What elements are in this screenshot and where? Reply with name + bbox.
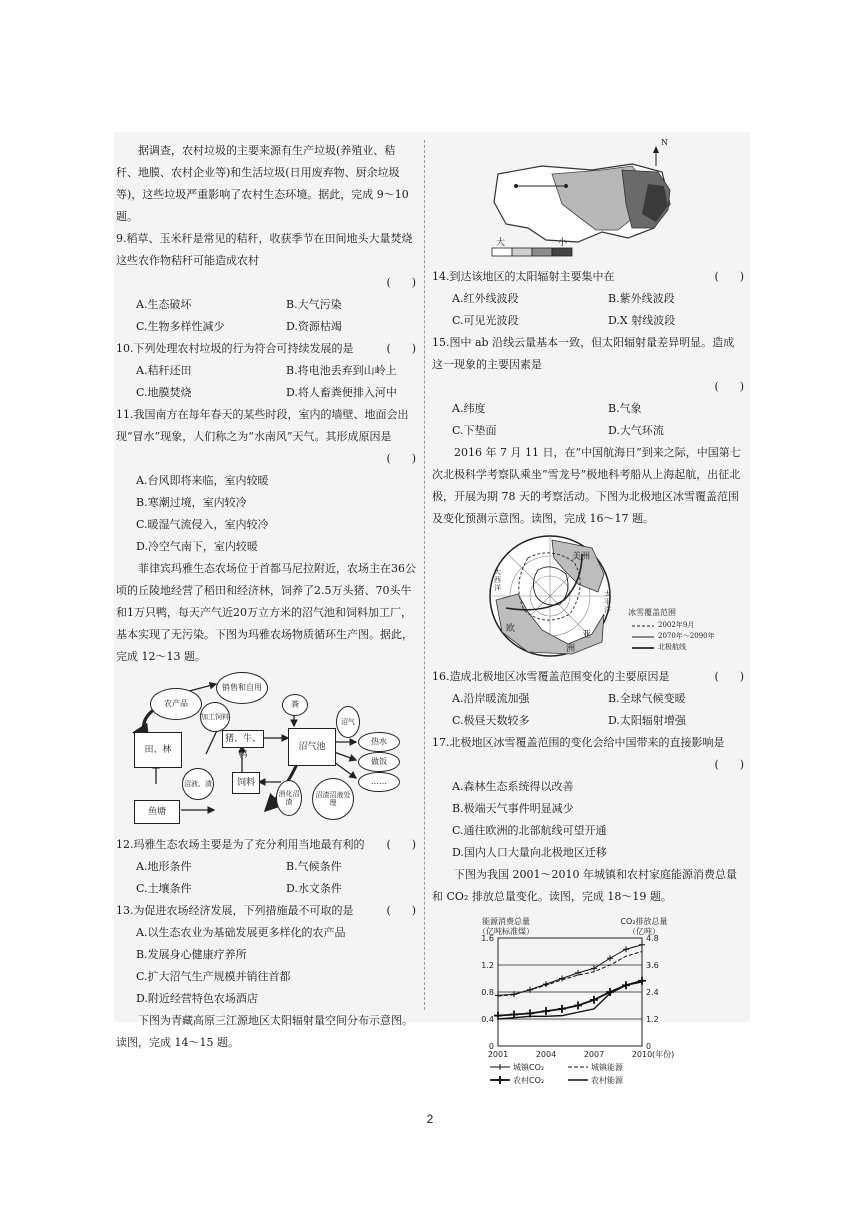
legend-small: 小 [558, 238, 568, 248]
sanjiangyuan-radiation-map [432, 138, 744, 262]
legend-2070: 2070年～2090年 [658, 632, 715, 640]
page-number: 2 [426, 1112, 434, 1126]
option-c: C.暖湿气流侵入，室内较冷 [136, 518, 269, 531]
answer-bracket: ( ) [714, 758, 744, 771]
data-point [559, 976, 565, 982]
options-16 [432, 688, 744, 732]
data-point [591, 965, 597, 971]
option-d: D.水文条件 [286, 882, 342, 895]
option-b: B.紫外线波段 [608, 292, 675, 305]
data-point [574, 1002, 582, 1010]
option-a: A.生态破坏 [136, 298, 192, 311]
option-a: A.台风即将来临，室内较暖 [136, 474, 269, 487]
option-b: B.极端天气事件明显减少 [452, 802, 574, 815]
answer-bracket: ( ) [386, 342, 416, 355]
y-right-tick: 0 [646, 1042, 652, 1051]
option-a: A.沿岸暖流加强 [452, 692, 530, 705]
dung-node: 粪 [282, 694, 308, 716]
option-b: B.气象 [608, 402, 642, 415]
hot-water-node: 热水 [358, 732, 400, 752]
legend-big: 大 [496, 238, 506, 248]
legend-label: 农村CO₂ [513, 1076, 545, 1084]
question-9: 9.稻草、玉米秆是常见的秸秆，收获季节在田间地头大量焚烧这些农作物秸秆可能造成农村 [116, 232, 413, 267]
left-column [116, 140, 416, 1054]
label-continent: 洲 [566, 644, 576, 654]
biogas-pit-box: 沼气池 [288, 728, 336, 766]
y-left-tick: 1.2 [481, 961, 494, 970]
column-divider [424, 140, 425, 1010]
question-16: 16.造成北极地区冰雪覆盖范围变化的主要原因是 ( ) [432, 666, 744, 688]
intro-12-13: 菲律宾玛雅生态农场位于首都马尼拉附近，农场主在36公顷的丘陵地经营了稻田和经济林，饲养了2.5万头猪、70头牛和1万只鸭，每天产气近20万立方米的沼气池和饲料加工厂，基本实现了无污染。下图为玛雅农场物质循环生产图。据此，完成 12～13 题。 [116, 562, 416, 663]
option-d: D.资源枯竭 [286, 320, 342, 333]
option-a: A.地形条件 [136, 860, 192, 873]
question-14: 14.到达该地区的太阳辐射主要集中在 ( ) [432, 266, 744, 288]
option-c: C.扩大沼气生产规模并销往首都 [136, 970, 291, 983]
option-a: A.以生态农业为基础发展更多样化的农产品 [136, 926, 346, 939]
legend-route: 北极航线 [658, 643, 686, 651]
option-c: C.通往欧洲的北部航线可望开通 [452, 824, 607, 837]
option-a: A.秸秆还田 [136, 364, 192, 377]
north-label: N [661, 138, 668, 147]
option-d: D.X 射线波段 [608, 314, 676, 327]
y-right-label: CO₂排放总量 [620, 917, 668, 926]
option-d: D.太阳辐射增强 [608, 714, 686, 727]
answer-bracket: ( ) [714, 380, 744, 393]
x-tick: 2007 [583, 1050, 605, 1059]
data-point [607, 955, 613, 961]
farm-cycle-diagram [116, 672, 416, 830]
y-left-tick: 1.6 [481, 934, 494, 943]
option-c: C.可见光波段 [452, 314, 519, 327]
option-a: A.纬度 [452, 402, 486, 415]
slurry-node: 沼液、渣 [182, 768, 214, 800]
x-tick: 2004 [535, 1050, 557, 1059]
label-pacific: 太平洋 [604, 590, 611, 614]
y-left-unit: （亿吨标准煤） [478, 927, 534, 936]
sales-node: 销售和自用 [216, 672, 268, 704]
field-box: 田、林 [134, 732, 182, 768]
right-column [432, 140, 744, 1088]
y-right-unit: （亿吨） [628, 927, 660, 936]
y-right-tick: 4.8 [646, 934, 659, 943]
data-point [639, 942, 645, 948]
x-tick: 2010 [631, 1050, 653, 1059]
fishpond-box: 鱼塘 [134, 800, 180, 824]
option-b: B.将电池丢弃到山岭上 [286, 364, 397, 377]
option-b: B.寒潮过境，室内较冷 [136, 496, 247, 509]
y-left-tick: 0.8 [481, 988, 494, 997]
series-line-2 [498, 981, 642, 1016]
y-left-label: 能源消费总量 [482, 917, 530, 926]
data-point [590, 996, 598, 1004]
treatment-node: 沼渣沼液处理 [312, 778, 354, 820]
options-14 [432, 288, 744, 332]
option-c: C.下垫面 [452, 424, 497, 437]
option-d: D.附近经营特色农场酒店 [136, 992, 258, 1005]
option-a: A.红外线波段 [452, 292, 519, 305]
question-17: 17.北极地区冰雪覆盖范围的变化会给中国带来的直接影响是 [432, 736, 725, 749]
arctic-ice-map [432, 534, 744, 662]
legend-label: 城镇能源 [591, 1063, 623, 1072]
legend-title: 冰雪覆盖范围 [628, 608, 676, 617]
legend-2002: 2002年9月 [658, 621, 695, 629]
question-12: 12.玛雅生态农场主要是为了充分利用当地最有利的 ( ) [116, 834, 416, 856]
answer-bracket: ( ) [386, 904, 416, 917]
series-line-1 [498, 952, 642, 997]
livestock-box: 猪、牛、鸭 [222, 730, 264, 748]
label-europe: 欧 [506, 624, 516, 634]
option-c: C.地膜焚烧 [136, 386, 192, 399]
y-right-tick: 2.4 [646, 988, 659, 997]
other-uses-node: …… [358, 772, 400, 792]
data-point [542, 1007, 550, 1015]
answer-bracket: ( ) [714, 670, 744, 683]
option-c: C.极昼天数较多 [452, 714, 530, 727]
data-point [558, 1005, 566, 1013]
intro-16-17: 2016 年 7 月 11 日，在“中国航海日”到来之际，中国第七次北极科学考察队乘坐“雪龙号”极地科考船从上海起航，出征北极，开展为期 78 天的考察活动。下图为北极地区冰雪覆盖范围及变化预测示意图。读图，完成 16～17 题。 [432, 446, 741, 525]
intro-14-15: 下图为青藏高原三江源地区太阳辐射量空间分布示意图。读图，完成 14～15 题。 [116, 1014, 413, 1049]
option-c: C.土壤条件 [136, 882, 192, 895]
products-node: 农产品 [150, 688, 202, 720]
radiation-map-drawing [432, 144, 744, 262]
cooking-node: 做饭 [358, 752, 400, 772]
answer-bracket: ( ) [714, 270, 744, 283]
option-c: C.生物多样性减少 [136, 320, 225, 333]
y-left-tick: 0.4 [481, 1015, 494, 1024]
intro-18-19: 下图为我国 2001～2010 年城镇和农村家庭能源消费总量和 CO₂ 排放总量变化。读图，完成 18～19 题。 [432, 868, 737, 903]
label-atlantic: 大西洋 [494, 568, 501, 592]
options-10 [116, 360, 416, 404]
label-asia: 亚 [582, 630, 592, 640]
data-point [638, 977, 646, 985]
x-axis-label: (年份) [652, 1050, 675, 1059]
option-b: B.气候条件 [286, 860, 342, 873]
option-d: D.将人畜粪便排入河中 [286, 386, 397, 399]
option-d: D.国内人口大量向北极地区迁移 [452, 846, 607, 859]
y-right-tick: 1.2 [646, 1015, 659, 1024]
answer-bracket: ( ) [386, 452, 416, 465]
options-15 [432, 398, 744, 442]
label-america: 美洲 [572, 552, 591, 562]
digestion-node: 消化沼渣 [276, 780, 302, 816]
question-10: 10.下列处理农村垃圾的行为符合可持续发展的是 ( ) [116, 338, 416, 360]
y-right-tick: 3.6 [646, 961, 659, 970]
option-b: B.大气污染 [286, 298, 342, 311]
legend-label: 农村能源 [591, 1076, 623, 1084]
option-d: D.大气环流 [608, 424, 664, 437]
energy-chart-svg [432, 912, 744, 1084]
legend-marker [496, 1076, 504, 1084]
legend-marker [497, 1064, 503, 1070]
biogas-node: 沼气 [336, 706, 360, 738]
intro-9-10: 据调查，农村垃圾的主要来源有生产垃圾(养殖业、秸秆、地膜、农村企业等)和生活垃圾(日用废弃物、厨余垃圾等)，这些垃圾严重影响了农村生态环境。据此，完成 9～10 题。 [116, 144, 409, 223]
question-13: 13.为促进农场经济发展，下列措施最不可取的是 ( ) [116, 900, 416, 922]
answer-bracket: ( ) [386, 838, 416, 851]
x-tick: 2001 [487, 1050, 509, 1059]
option-b: B.全球气候变暖 [608, 692, 686, 705]
legend-label: 城镇CO₂ [513, 1063, 545, 1072]
feed-box: 饲料 [232, 772, 260, 794]
option-a: A.森林生态系统得以改善 [452, 780, 574, 793]
process-node: 加工饲料 [200, 702, 230, 732]
option-d: D.冷空气南下，室内较暖 [136, 540, 258, 553]
option-b: B.发展身心健康疗养所 [136, 948, 247, 961]
energy-co2-chart [432, 912, 744, 1084]
question-15: 15.图中 ab 沿线云量基本一致，但太阳辐射量差异明显。造成这一现象的主要因素是 [432, 336, 735, 371]
y-left-tick: 0 [488, 1042, 494, 1051]
options-12 [116, 856, 416, 900]
answer-bracket: ( ) [386, 276, 416, 289]
question-11: 11.我国南方在每年春天的某些时段，室内的墙壁、地面会出现“冒水”现象，人们称之为“水南风”天气。其形成原因是 [116, 408, 409, 443]
options-9 [116, 294, 416, 338]
data-point [623, 946, 629, 952]
